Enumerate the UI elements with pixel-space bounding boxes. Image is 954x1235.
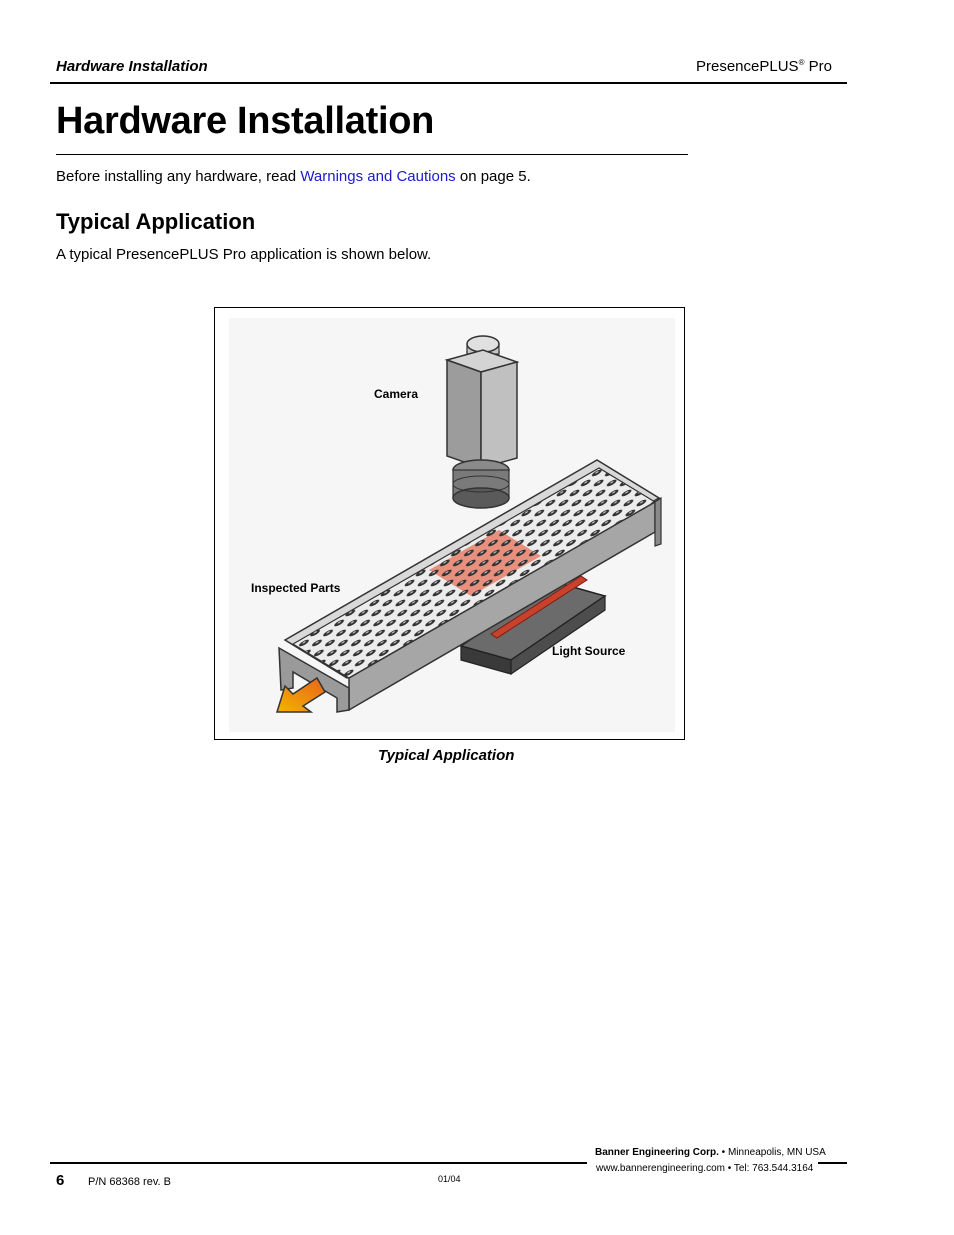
figure-typical-application	[214, 307, 685, 740]
footer-rule-right	[818, 1162, 847, 1164]
product-name: PresencePLUS	[696, 58, 799, 75]
illustration	[215, 308, 684, 739]
section-paragraph: A typical PresencePLUS Pro application is shown below.	[56, 246, 432, 263]
figure-caption: Typical Application	[378, 747, 515, 764]
label-inspected-parts: Inspected Parts	[251, 581, 341, 595]
footer-location: • Minneapolis, MN USA	[718, 1147, 826, 1158]
label-light-source: Light Source	[552, 644, 626, 658]
header-rule	[50, 82, 847, 84]
page-number: 6	[56, 1172, 65, 1189]
running-header-product	[696, 58, 832, 75]
camera-unit	[447, 336, 517, 508]
page-title: Hardware Installation	[56, 100, 435, 142]
section-heading: Typical Application	[56, 209, 256, 234]
footer-rule-left	[50, 1162, 587, 1164]
footer-date: 01/04	[438, 1174, 461, 1184]
product-suffix: Pro	[804, 58, 832, 75]
footer-contact: www.bannerengineering.com • Tel: 763.544.3164	[596, 1163, 814, 1174]
intro-paragraph	[56, 168, 531, 185]
footer-company	[595, 1147, 826, 1158]
intro-text-after: on page 5.	[455, 168, 531, 185]
intro-text-before: Before installing any hardware, read	[56, 168, 301, 185]
warnings-link[interactable]: Warnings and Cautions	[300, 168, 456, 185]
running-header-section: Hardware Installation	[56, 58, 208, 75]
footer-company-name: Banner Engineering Corp.	[595, 1147, 719, 1158]
registered-mark: ®	[798, 58, 805, 67]
part-number: P/N 68368 rev. B	[88, 1176, 171, 1188]
title-rule	[56, 154, 688, 155]
label-camera: Camera	[374, 387, 419, 401]
